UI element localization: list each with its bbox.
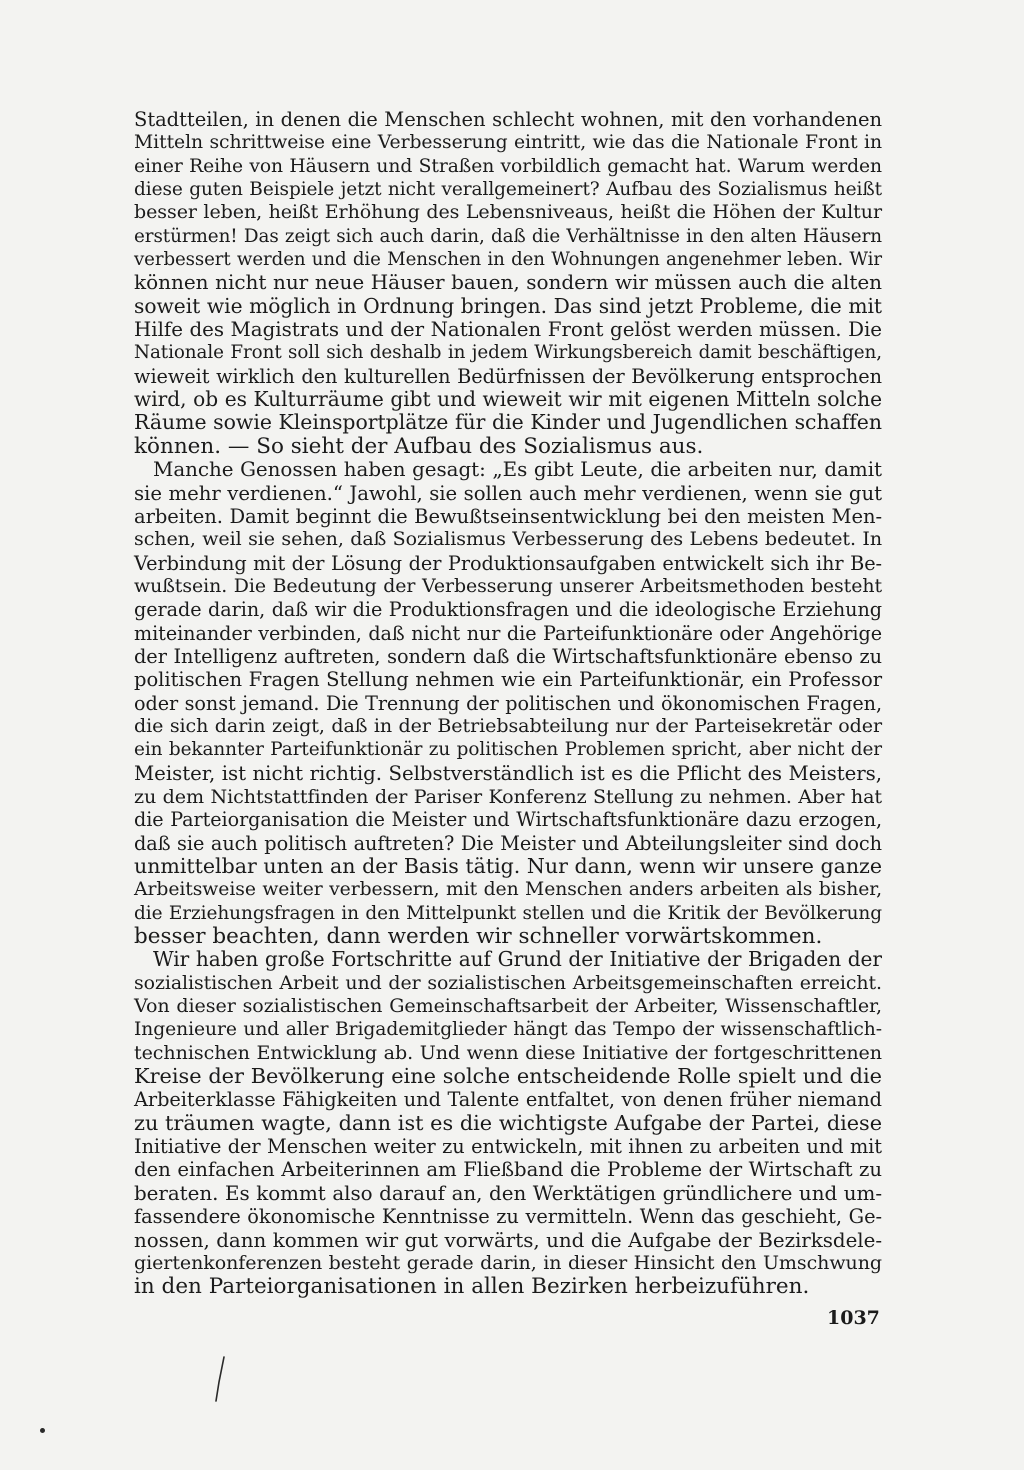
text-line: schen, weil sie sehen, daß Sozialismus Verbesserung des Lebens bedeutet. In (134, 528, 882, 551)
paragraph-2 (134, 458, 882, 948)
text-line: sie mehr verdienen.“ Jawohl, sie sollen auch mehr verdienen, wenn sie gut (134, 481, 882, 505)
page-number: 1037 (827, 1307, 880, 1329)
text-line: Ingenieure und aller Brigademitglieder hängt das Tempo der wissenschaftlich- (134, 1019, 882, 1041)
text-line: Kreise der Bevölkerung eine solche entscheidende Rolle spielt und die (134, 1064, 882, 1089)
text-line: wieweit wirklich den kulturellen Bedürfnissen der Bevölkerung entsprochen (134, 364, 882, 388)
text-line: einer Reihe von Häusern und Straßen vorbildlich gemacht hat. Warum werden (134, 155, 882, 177)
text-line: arbeiten. Damit beginnt die Bewußtseinsentwicklung bei den meisten Men- (134, 504, 882, 528)
text-line: Verbindung mit der Lösung der Produktionsaufgaben entwickelt sich ihr Be- (134, 551, 882, 575)
text-line: verbessert werden und die Menschen in den Wohnungen angenehmer leben. Wir (134, 249, 882, 271)
text-line: besser leben, heißt Erhöhung des Lebensniveaus, heißt die Höhen der Kultur (134, 201, 882, 224)
text-line: Räume sowie Kleinsportplätze für die Kinder und Jugendlichen schaffen (134, 410, 882, 435)
text-line: oder sonst jemand. Die Trennung der politischen und ökonomischen Fragen, (134, 691, 882, 715)
text-line: technischen Entwicklung ab. Und wenn diese Initiative der fortgeschrittenen (134, 1041, 882, 1064)
text-line: die Erziehungsfragen in den Mittelpunkt stellen und die Kritik der Bevölkerung (134, 902, 882, 924)
ink-spot-mark (40, 1428, 45, 1433)
text-line: sozialistischen Arbeit und der sozialistischen Arbeitsgemeinschaften erreicht. (134, 971, 882, 994)
text-line: miteinander verbinden, daß nicht nur die Parteifunktionäre oder Angehörige (134, 621, 882, 645)
text-line: Hilfe des Magistrats und der Nationalen Front gelöst werden müssen. Die (134, 318, 882, 342)
text-line: zu dem Nichtstattfinden der Pariser Konferenz Stellung zu nehmen. Aber hat (134, 784, 882, 808)
text-line: Arbeiterklasse Fähigkeiten und Talente entfaltet, von denen früher niemand (134, 1088, 882, 1112)
text-line: Meister, ist nicht richtig. Selbstverständlich ist es die Pflicht des Meisters, (134, 761, 882, 785)
text-line: wußtsein. Die Bedeutung der Verbesserung unserer Arbeitsmethoden besteht (134, 574, 882, 597)
text-line: besser beachten, dann werden wir schneller vorwärtskommen. (134, 924, 823, 950)
text-line: die sich darin zeigt, daß in der Betriebsabteilung nur der Parteisekretär oder (134, 714, 882, 737)
text-line: Nationale Front soll sich deshalb in jedem Wirkungsbereich damit beschäftigen, (134, 342, 882, 364)
text-line: Initiative der Menschen weiter zu entwickeln, mit ihnen zu arbeiten und mit (134, 1135, 882, 1159)
text-line: nossen, dann kommen wir gut vorwärts, und die Aufgabe der Bezirksdele- (134, 1228, 882, 1252)
text-line: politischen Fragen Stellung nehmen wie ein Parteifunktionär, ein Professor (134, 668, 882, 692)
text-line: giertenkonferenzen besteht gerade darin, in dieser Hinsicht den Umschwung (134, 1251, 882, 1274)
text-line: Von dieser sozialistischen Gemeinschaftsarbeit der Arbeiter, Wissenschaftler, (134, 995, 882, 1018)
text-line: wird, ob es Kulturräume gibt und wieweit wir mit eigenen Mitteln solche (134, 387, 882, 412)
text-line: unmittelbar unten an der Basis tätig. Nur dann, wenn wir unsere ganze (134, 854, 882, 878)
text-line: Mitteln schrittweise eine Verbesserung eintritt, wie das die Nationale Front in (134, 132, 882, 154)
pencil-stroke-mark (214, 1356, 226, 1402)
text-line: Manche Genossen haben gesagt: „Es gibt Leute, die arbeiten nur, damit (153, 458, 882, 482)
text-line: den einfachen Arbeiterinnen am Fließband die Probleme der Wirtschaft zu (134, 1158, 882, 1182)
paragraph-3 (134, 948, 882, 1298)
text-line: Stadtteilen, in denen die Menschen schlecht wohnen, mit den vorhandenen (134, 108, 882, 131)
text-line: Wir haben große Fortschritte auf Grund der Initiative der Brigaden der (153, 947, 882, 972)
text-line: daß sie auch politisch auftreten? Die Meister und Abteilungsleiter sind doch (134, 831, 882, 855)
paragraph-1 (134, 108, 882, 458)
text-line: gerade darin, daß wir die Produktionsfragen und die ideologische Erziehung (134, 598, 882, 622)
text-line: der Intelligenz auftreten, sondern daß die Wirtschaftsfunktionäre ebenso zu (134, 644, 882, 668)
text-line: ein bekannter Parteifunktionär zu politischen Problemen spricht, aber nicht der (134, 739, 882, 761)
text-line: zu träumen wagte, dann ist es die wichtigste Aufgabe der Partei, diese (134, 1110, 882, 1135)
text-line: diese guten Beispiele jetzt nicht verallgemeinert? Aufbau des Sozialismus heißt (134, 179, 882, 201)
text-line: können nicht nur neue Häuser bauen, sondern wir müssen auch die alten (134, 270, 882, 295)
text-line: beraten. Es kommt also darauf an, den Werktätigen gründlichere und um- (134, 1181, 882, 1205)
text-line: die Parteiorganisation die Meister und Wirtschaftsfunktionäre dazu erzogen, (134, 808, 882, 832)
text-line: in den Parteiorganisationen in allen Bezirken herbeizuführen. (134, 1274, 810, 1300)
text-line: können. — So sieht der Aufbau des Sozialismus aus. (134, 433, 704, 459)
text-line: soweit wie möglich in Ordnung bringen. Das sind jetzt Probleme, die mit (134, 293, 882, 318)
body-text (134, 108, 882, 1299)
text-line: Arbeitsweise weiter verbessern, mit den Menschen anders arbeiten als bisher, (134, 879, 882, 901)
text-line: fassendere ökonomische Kenntnisse zu vermitteln. Wenn das geschieht, Ge- (134, 1205, 882, 1229)
text-line: erstürmen! Das zeigt sich auch darin, daß die Verhältnisse in den alten Häusern (134, 225, 882, 247)
